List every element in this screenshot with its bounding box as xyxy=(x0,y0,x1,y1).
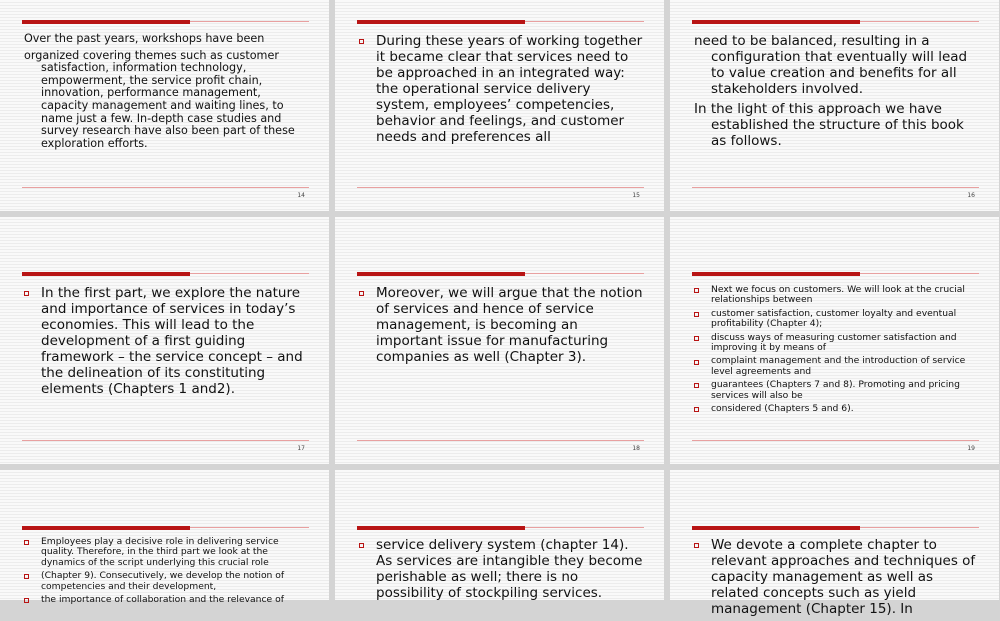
slide-page-number: 19 xyxy=(967,445,975,452)
square-bullet-icon xyxy=(24,291,29,296)
slide-thumbnail[interactable] xyxy=(670,0,999,211)
square-bullet-icon xyxy=(694,407,699,412)
slide-body xyxy=(359,33,646,149)
square-bullet-icon xyxy=(694,312,699,317)
bullet-item xyxy=(24,285,311,397)
slide-accent-bar xyxy=(22,20,190,24)
bullet-item xyxy=(24,537,311,568)
bullet-item xyxy=(24,595,311,605)
bullet-item xyxy=(359,285,646,365)
square-bullet-icon xyxy=(359,291,364,296)
slide-page-number: 18 xyxy=(632,445,640,452)
slide-thumbnail[interactable] xyxy=(670,470,999,617)
slide-bottom-rule xyxy=(692,440,979,441)
slide-accent-bar xyxy=(357,20,525,24)
bullet-item xyxy=(694,404,981,414)
paragraph-text: service delivery system (chapter 14). As services are intangible they become perishable as well; there is no possibility of stockpiling services. xyxy=(376,537,643,601)
slide-thumbnail[interactable] xyxy=(0,470,329,606)
square-bullet-icon xyxy=(694,383,699,388)
slide-thumbnail[interactable] xyxy=(0,0,329,211)
slide-thumbnail[interactable] xyxy=(335,0,664,211)
slide-bottom-rule xyxy=(22,187,309,188)
slide-accent-bar xyxy=(692,526,860,530)
paragraph-text: need to be balanced, resulting in a configuration that eventually will lead to value creation and benefits for all stakeholders involved. xyxy=(694,33,968,97)
slide-body xyxy=(359,285,646,369)
bullet-item xyxy=(694,285,981,306)
paragraph-text: the importance of collaboration and the relevance of xyxy=(41,594,284,606)
paragraph-text: considered (Chapters 5 and 6). xyxy=(711,403,854,415)
bullet-item xyxy=(359,537,646,601)
square-bullet-icon xyxy=(24,540,29,545)
paragraph-text: complaint management and the introduction of service level agreements and xyxy=(711,355,966,377)
square-bullet-icon xyxy=(24,598,29,603)
square-bullet-icon xyxy=(694,360,699,365)
paragraph xyxy=(24,50,311,151)
square-bullet-icon xyxy=(694,336,699,341)
paragraph-text: Moreover, we will argue that the notion of services and hence of service management, is becoming an important issue for manufacturing companies as well (Chapter 3). xyxy=(376,285,643,365)
slide-body xyxy=(694,33,981,153)
slide-accent-bar xyxy=(22,272,190,276)
slide-page-number: 15 xyxy=(632,192,640,199)
slide-body xyxy=(24,285,311,401)
slide-body xyxy=(694,537,981,621)
paragraph xyxy=(694,101,981,149)
square-bullet-icon xyxy=(359,39,364,44)
square-bullet-icon xyxy=(359,543,364,548)
square-bullet-icon xyxy=(694,543,699,548)
paragraph-text: In the first part, we explore the nature and importance of services in today’s economies. This will lead to the development of a first guiding framework – the service concept – and the delineation of its constituting elements (Chapters 1 and2). xyxy=(41,285,303,397)
slide-thumbnail[interactable] xyxy=(335,217,664,464)
slide-bottom-rule xyxy=(357,187,644,188)
paragraph-text: customer satisfaction, customer loyalty and eventual profitability (Chapter 4); xyxy=(711,307,957,330)
paragraph-text: (Chapter 9). Consecutively, we develop the notion of competencies and their development, xyxy=(41,570,285,592)
slide-page-number: 16 xyxy=(967,192,975,199)
square-bullet-icon xyxy=(694,288,699,293)
paragraph xyxy=(694,33,981,97)
slide-accent-bar xyxy=(357,526,525,530)
bullet-item xyxy=(694,356,981,377)
bullet-item xyxy=(359,33,646,145)
slide-page-number: 14 xyxy=(297,192,305,199)
paragraph-text: Over the past years, workshops have been xyxy=(24,32,265,45)
slide-bottom-rule xyxy=(692,187,979,188)
paragraph-text: discuss ways of measuring customer satisfaction and improving it by means of xyxy=(711,331,957,354)
slide-body xyxy=(359,537,646,605)
slide-thumbnail[interactable] xyxy=(0,217,329,464)
paragraph-text: organized covering themes such as customer satisfaction, information technology, empowerment, the service profit chain, innovation, performance management, capacity management and waiting lines, to name just a few. In-depth case studies and survey research have also been part of these exploration efforts. xyxy=(24,48,295,150)
paragraph-text: We devote a complete chapter to relevant approaches and techniques of capacity management as well as related concepts such as yield management (Chapter 15). In xyxy=(711,537,976,617)
slide-accent-bar xyxy=(22,526,190,530)
slide-accent-bar xyxy=(692,272,860,276)
slide-body xyxy=(24,33,311,154)
bullet-item xyxy=(694,537,981,617)
slide-page-number: 17 xyxy=(297,445,305,452)
paragraph-text: Next we focus on customers. We will look at the crucial relationships between xyxy=(711,284,965,306)
square-bullet-icon xyxy=(24,574,29,579)
bullet-item xyxy=(694,333,981,354)
slide-bottom-rule xyxy=(357,440,644,441)
paragraph-text: guarantees (Chapters 7 and 8). Promoting and pricing services will also be xyxy=(711,379,960,401)
bullet-item xyxy=(24,571,311,592)
slide-thumbnail[interactable] xyxy=(335,470,664,600)
slide-accent-bar xyxy=(692,20,860,24)
slide-accent-bar xyxy=(357,272,525,276)
slide-bottom-rule xyxy=(22,440,309,441)
bullet-item xyxy=(694,380,981,401)
slide-body xyxy=(694,285,981,417)
slide-thumbnail[interactable] xyxy=(670,217,999,464)
bullet-item xyxy=(694,309,981,330)
paragraph-text: During these years of working together it became clear that services need to be approached in an integrated way: the operational service delivery system, employees’ competencies, behavior and feelings, and customer needs and preferences all xyxy=(376,33,643,145)
paragraph xyxy=(24,33,311,46)
paragraph-text: In the light of this approach we have established the structure of this book as follows. xyxy=(694,101,964,149)
slide-body xyxy=(24,537,311,608)
paragraph-text: Employees play a decisive role in delivering service quality. Therefore, in the third part we look at the dynamics of the script underlying this crucial role xyxy=(41,536,279,568)
